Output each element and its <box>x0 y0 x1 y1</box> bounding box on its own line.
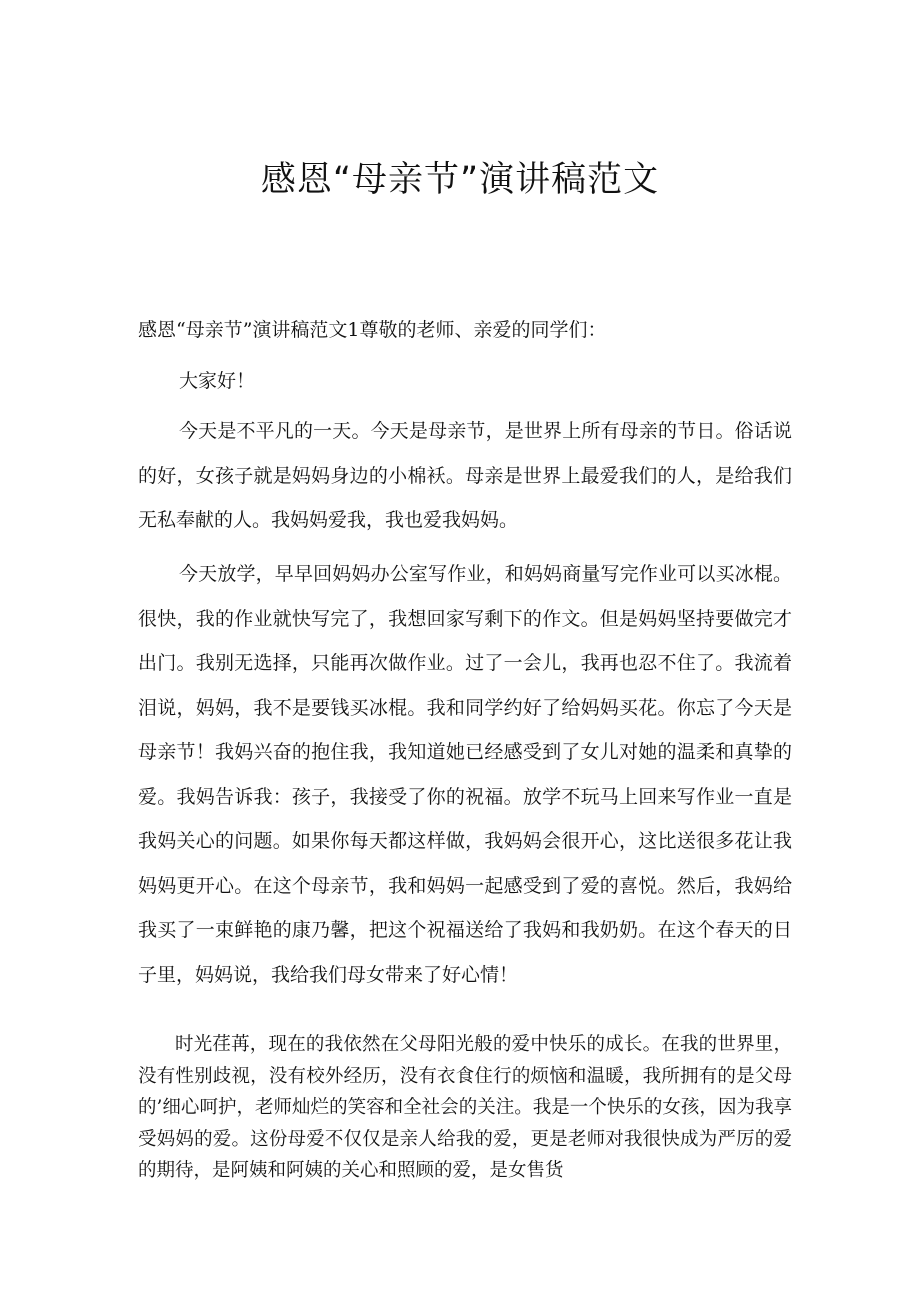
intro-line: 感恩“母亲节”演讲稿范文1尊敬的老师、亲爱的同学们： <box>138 319 607 341</box>
greeting-line: 大家好！ <box>179 370 256 392</box>
paragraph-2: 今天放学，早早回妈妈办公室写作业，和妈妈商量写完作业可以买冰棍。很快，我的作业就快写完了，我想回家写剩下的作文。但是妈妈坚持要做完才出门。我别无选择，只能再次做作业。过了一会儿，我再也忍不住了。我流着泪说，妈妈，我不是要钱买冰棍。我和同学约好了给妈妈买花。你忘了今天是母亲节！我妈兴奋的抱住我，我知道她已经感受到了女儿对她的温柔和真挚的爱。我妈告诉我：孩子，我接受了你的祝福。放学不玩马上回来写作业一直是我妈关心的问题。如果你每天都这样做，我妈妈会很开心，这比送很多花让我妈妈更开心。在这个母亲节，我和妈妈一起感受到了爱的喜悦。然后，我妈给我买了一束鲜艳的康乃馨，把这个祝福送给了我妈和我奶奶。在这个春天的日子里，妈妈说，我给我们母女带来了好心情！ <box>138 563 792 986</box>
paragraph-1: 今天是不平凡的一天。今天是母亲节，是世界上所有母亲的节日。俗话说的好，女孩子就是妈妈身边的小棉袄。母亲是世界上最爱我们的人，是给我们无私奉献的人。我妈妈爱我，我也爱我妈妈。 <box>138 420 792 531</box>
document-title: 感恩“母亲节”演讲稿范文 <box>260 160 660 200</box>
paragraph-3: 时光荏苒，现在的我依然在父母阳光般的爱中快乐的成长。在我的世界里，没有性别歧视，没有校外经历，没有衣食住行的烦恼和温暖，我所拥有的是父母的’细心呵护，老师灿烂的笑容和全社会的关注。我是一个快乐的女孩，因为我享受妈妈的爱。这份母爱不仅仅是亲人给我的爱，更是老师对我很快成为严厉的爱的期待，是阿姨和阿姨的关心和照顾的爱，是女售货 <box>138 1034 792 1181</box>
